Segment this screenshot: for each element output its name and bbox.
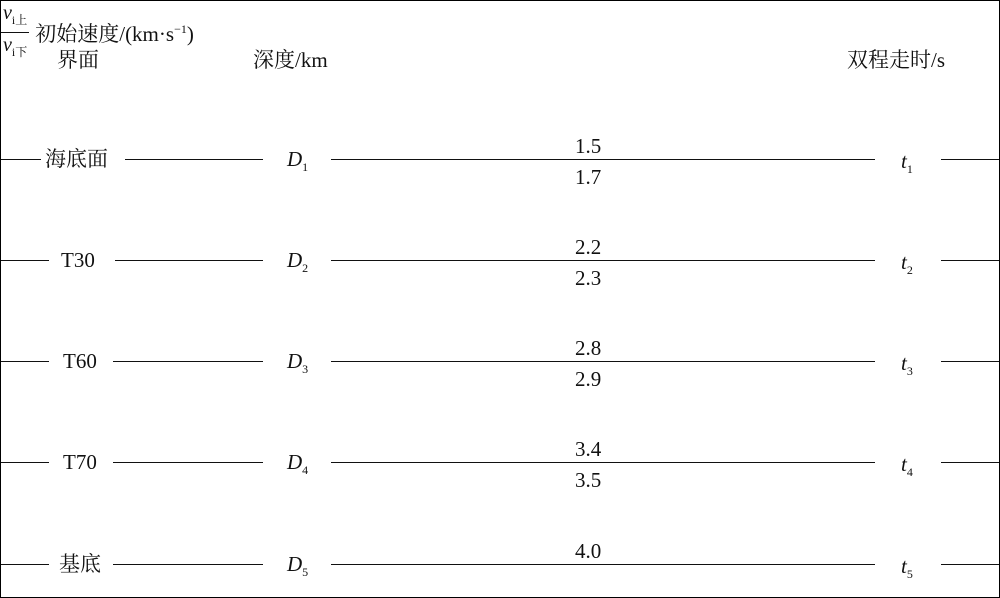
depth-header: 深度/km [253,48,328,72]
interface-name: T60 [63,349,97,373]
velocity-upper-value: 2.8 [575,336,602,360]
interface-name: 海底面 [45,147,108,171]
two-way-time-symbol: $t_1$ [901,149,913,177]
velocity-lower-value: 1.7 [575,165,602,189]
depth-symbol: $D_3$ [287,349,309,377]
two-way-time-symbol: $t_3$ [901,351,913,379]
velocity-lower-value: 2.3 [575,266,602,290]
velocity-lower-symbol: $v_{i下}$ [3,34,28,59]
interface-name: 基底 [59,552,101,576]
interface-line-mid [113,361,263,362]
interface-line-mid [113,462,263,463]
interface-line-left [1,260,49,261]
interface-name: T70 [63,450,97,474]
two-way-time-symbol: $t_5$ [901,554,913,582]
interface-line-main [331,564,875,565]
interface-line-mid [125,159,263,160]
interface-row [1,230,999,290]
interface-name: T30 [61,248,95,272]
two-way-time-symbol: $t_4$ [901,452,913,480]
interface-row [1,432,999,492]
interface-line-mid [113,564,263,565]
interface-line-main [331,159,875,160]
velocity-header-label: 初始速度$/(km\cdot s^{-1})$ [35,21,194,46]
velocity-upper-symbol: $v_{i上}$ [1,1,29,33]
velocity-lower-value: 3.5 [575,468,602,492]
two-way-time-symbol: $t_2$ [901,250,913,278]
interface-line-left [1,159,41,160]
velocity-fraction [1,1,29,64]
interface-line-right [941,260,999,261]
velocity-upper-value: 1.5 [575,134,602,158]
time-header: 双程走时/s [847,48,946,72]
interface-line-main [331,260,875,261]
velocity-upper-value: 2.2 [575,235,602,259]
interface-line-main [331,462,875,463]
interface-line-right [941,462,999,463]
interface-row [1,129,999,189]
interface-line-right [941,564,999,565]
interface-line-left [1,564,49,565]
velocity-lower-value: 2.9 [575,367,602,391]
interface-line-right [941,361,999,362]
interface-line-mid [115,260,263,261]
interface-row [1,534,999,594]
depth-symbol: $D_1$ [287,147,309,175]
depth-symbol: $D_2$ [287,248,309,276]
depth-symbol: $D_4$ [287,450,309,478]
interface-line-left [1,462,49,463]
interface-row [1,331,999,391]
interface-line-left [1,361,49,362]
interface-line-main [331,361,875,362]
velocity-upper-value: 4.0 [575,539,602,563]
interface-line-right [941,159,999,160]
depth-symbol: $D_5$ [287,552,309,580]
interface-header: 界面 [57,48,99,72]
velocity-upper-value: 3.4 [575,437,602,461]
